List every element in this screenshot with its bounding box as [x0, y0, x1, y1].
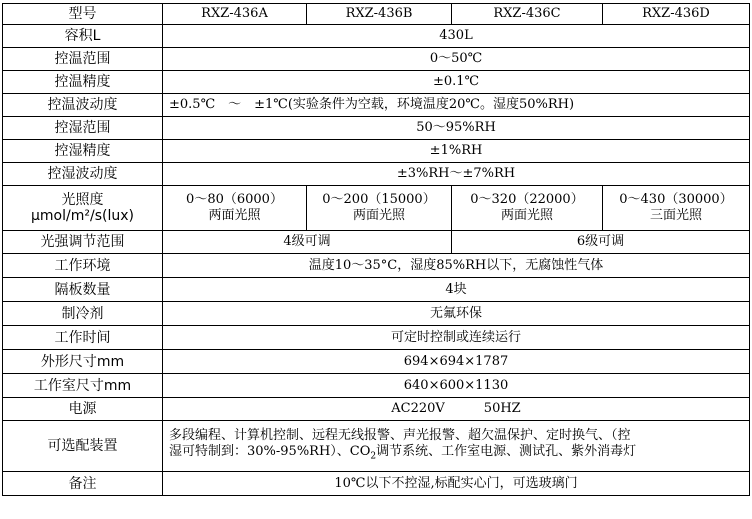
temp-fluctuation-row — [3, 94, 750, 117]
options-value — [163, 421, 750, 472]
options-line2-sub: 2 — [370, 451, 377, 462]
options-line2-b: 调节系统、工作室电源、测试孔、紫外消毒灯 — [376, 443, 637, 459]
illuminance-a — [163, 186, 307, 231]
light-adjust-left: 4级可调 — [163, 231, 452, 254]
remarks-value: 10℃以下不控湿,标配实心门，可选玻璃门 — [163, 472, 750, 496]
model-c: RXZ-436C — [452, 4, 603, 25]
capacity-value: 430L — [163, 25, 750, 48]
illuminance-d-range: 0～430（30000） — [619, 192, 733, 207]
temp-precision-label: 控温精度 — [3, 71, 163, 94]
humidity-precision-label: 控湿精度 — [3, 140, 163, 163]
work-env-value: 温度10～35°C，湿度85%RH以下，无腐蚀性气体 — [163, 254, 750, 278]
temp-precision-row — [3, 71, 750, 94]
illuminance-row — [3, 186, 750, 231]
shelves-row — [3, 278, 750, 302]
temp-range-label: 控温范围 — [3, 48, 163, 71]
humidity-range-row — [3, 117, 750, 140]
chamber-size-row — [3, 374, 750, 398]
options-line1: 多段编程、计算机控制、远程无线报警、声光报警、超欠温保护、定时换气、（控 — [169, 427, 631, 443]
humidity-precision-value: ±1%RH — [163, 140, 750, 163]
work-time-value: 可定时控制或连续运行 — [163, 326, 750, 350]
light-adjust-right: 6级可调 — [452, 231, 750, 254]
shelves-value: 4块 — [163, 278, 750, 302]
humidity-fluctuation-label: 控湿波动度 — [3, 163, 163, 186]
illuminance-c — [452, 186, 603, 231]
work-time-row — [3, 326, 750, 350]
illuminance-d — [603, 186, 750, 231]
illuminance-c-note: 两面光照 — [500, 208, 553, 223]
outer-size-label: 外形尺寸mm — [3, 350, 163, 374]
outer-size-row — [3, 350, 750, 374]
options-line2-a: 湿可特制到：30%-95%RH）、CO — [169, 443, 371, 459]
header-row — [3, 4, 750, 25]
temp-range-row — [3, 48, 750, 71]
power-value: AC220V 50HZ — [163, 398, 750, 421]
refrigerant-row — [3, 302, 750, 326]
temp-range-value: 0～50℃ — [163, 48, 750, 71]
capacity-label: 容积L — [3, 25, 163, 48]
temp-fluctuation-value: ±0.5℃ ～ ±1℃(实验条件为空载，环境温度20℃。湿度50%RH) — [163, 94, 750, 117]
light-adjust-row — [3, 231, 750, 254]
light-adjust-label: 光强调节范围 — [3, 231, 163, 254]
model-b: RXZ-436B — [307, 4, 452, 25]
options-row — [3, 421, 750, 472]
illuminance-b-range: 0～200（15000） — [322, 192, 436, 207]
power-row — [3, 398, 750, 421]
capacity-row — [3, 25, 750, 48]
options-label: 可选配装置 — [3, 421, 163, 472]
work-env-label: 工作环境 — [3, 254, 163, 278]
shelves-label: 隔板数量 — [3, 278, 163, 302]
remarks-row — [3, 472, 750, 496]
outer-size-value: 694×694×1787 — [163, 350, 750, 374]
humidity-range-label: 控湿范围 — [3, 117, 163, 140]
header-label: 型号 — [3, 4, 163, 25]
illuminance-label — [3, 186, 163, 231]
illuminance-d-note: 三面光照 — [649, 208, 702, 223]
temp-fluctuation-label: 控温波动度 — [3, 94, 163, 117]
chamber-size-label: 工作室尺寸mm — [3, 374, 163, 398]
illuminance-label-line1: 光照度 — [61, 192, 104, 208]
power-label: 电源 — [3, 398, 163, 421]
illuminance-a-range: 0～80（6000） — [186, 192, 283, 207]
temp-precision-value: ±0.1℃ — [163, 71, 750, 94]
options-line2 — [169, 444, 746, 465]
illuminance-b-note: 两面光照 — [352, 208, 405, 223]
model-a: RXZ-436A — [163, 4, 307, 25]
illuminance-label-line2: μmol/m²/s(lux) — [31, 208, 134, 224]
humidity-fluctuation-row — [3, 163, 750, 186]
refrigerant-value: 无氟环保 — [163, 302, 750, 326]
humidity-precision-row — [3, 140, 750, 163]
work-env-row — [3, 254, 750, 278]
model-d: RXZ-436D — [603, 4, 750, 25]
refrigerant-label: 制冷剂 — [3, 302, 163, 326]
spec-table — [2, 3, 750, 496]
remarks-label: 备注 — [3, 472, 163, 496]
illuminance-a-note: 两面光照 — [208, 208, 261, 223]
chamber-size-value: 640×600×1130 — [163, 374, 750, 398]
humidity-fluctuation-value: ±3%RH～±7%RH — [163, 163, 750, 186]
humidity-range-value: 50～95%RH — [163, 117, 750, 140]
illuminance-c-range: 0～320（22000） — [470, 192, 584, 207]
illuminance-b — [307, 186, 452, 231]
work-time-label: 工作时间 — [3, 326, 163, 350]
